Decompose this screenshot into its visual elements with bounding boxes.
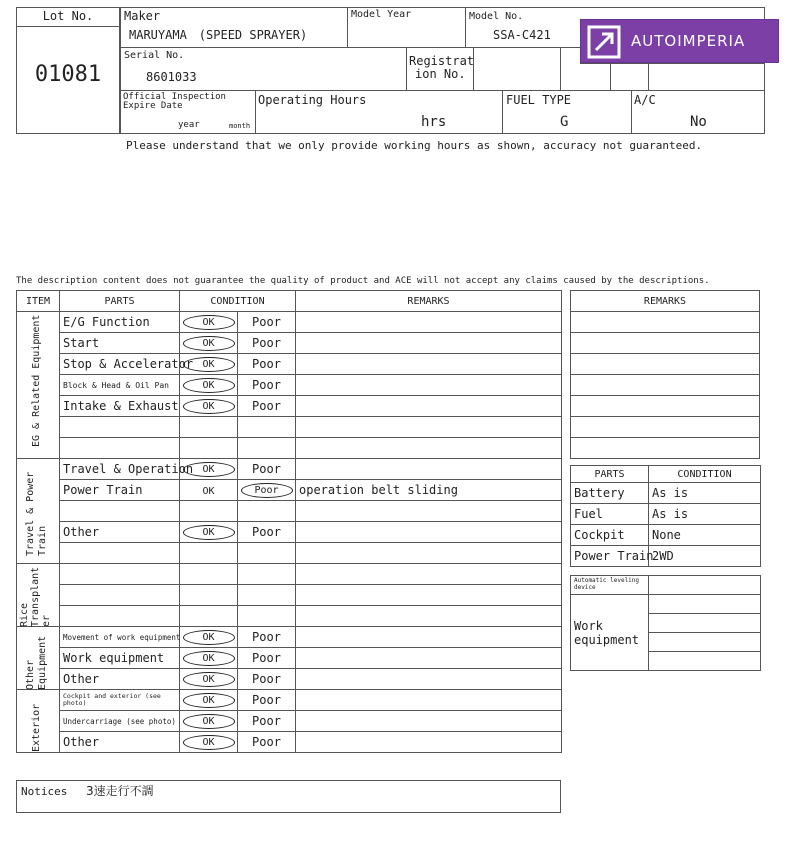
- part-movement: Movement of work equipment: [60, 627, 180, 648]
- col-parts: PARTS: [60, 291, 180, 312]
- part-travel-operation: Travel & Operation: [60, 459, 180, 480]
- ok-selected: OK: [183, 672, 235, 687]
- table-row: [17, 690, 562, 711]
- notices-label: Notices: [21, 785, 68, 798]
- work-equipment-table: [570, 575, 761, 671]
- table-row: [17, 669, 562, 690]
- ok-selected: OK: [183, 336, 235, 351]
- table-row: [17, 354, 562, 375]
- part-intake-exhaust: Intake & Exhaust: [60, 396, 180, 417]
- part-block-head: Block & Head & Oil Pan: [60, 375, 180, 396]
- ok-selected: OK: [183, 714, 235, 729]
- part-exterior-other: Other: [60, 732, 180, 753]
- logo-text: AUTOIMPERIA: [631, 32, 746, 50]
- poor-option: Poor: [238, 459, 296, 480]
- part-power-train-right: Power Train: [571, 546, 649, 567]
- table-row: [571, 483, 761, 504]
- ok-selected: OK: [183, 651, 235, 666]
- table-row: [17, 606, 562, 627]
- poor-option: Poor: [238, 711, 296, 732]
- power-train-remark: operation belt sliding: [296, 480, 562, 501]
- part-work-equipment: Work equipment: [60, 648, 180, 669]
- group-label-rice-2: Transplant: [30, 566, 41, 627]
- table-header-row: [17, 291, 562, 312]
- right-col-condition: CONDITION: [649, 466, 761, 483]
- group-label-other-1: Other: [25, 659, 36, 690]
- hours-unit: hrs: [421, 114, 447, 130]
- poor-option: Poor: [238, 354, 296, 375]
- table-row: [17, 522, 562, 543]
- table-row: [17, 396, 562, 417]
- registration-label-2: ion No.: [415, 67, 466, 81]
- part-stop-accelerator: Stop & Accelerator: [60, 354, 180, 375]
- ok-selected: OK: [183, 399, 235, 414]
- group-label-eg: EG & Related Equipment: [31, 314, 42, 447]
- lot-label: Lot No.: [42, 9, 94, 23]
- part-cockpit-exterior: Cockpit and exterior (see photo): [60, 690, 180, 711]
- condition-battery: As is: [649, 483, 761, 504]
- table-row: [17, 459, 562, 480]
- poor-option: Poor: [238, 627, 296, 648]
- table-row: [17, 564, 562, 585]
- part-undercarriage: Undercarriage (see photo): [60, 711, 180, 732]
- table-row: [17, 732, 562, 753]
- inspection-label-1: Official Inspection: [123, 92, 226, 102]
- auto-leveling-label: Automatic leveling device: [571, 576, 649, 595]
- poor-option: Poor: [238, 669, 296, 690]
- table-row: [571, 546, 761, 567]
- table-row: [17, 711, 562, 732]
- disclaimer: The description content does not guarantee the quality of product and ACE will not accept any claims caused by the descriptions.: [16, 276, 710, 286]
- ac-value: No: [690, 114, 707, 130]
- part-fuel: Fuel: [571, 504, 649, 525]
- group-label-travel-2: Train: [37, 525, 48, 556]
- group-label-rice-3: er: [41, 614, 52, 627]
- poor-option: Poor: [238, 333, 296, 354]
- ac-label: A/C: [634, 93, 656, 107]
- table-row: [17, 438, 562, 459]
- table-row: [17, 375, 562, 396]
- part-equipment-other: Other: [60, 669, 180, 690]
- poor-option: Poor: [238, 375, 296, 396]
- poor-option: Poor: [238, 648, 296, 669]
- group-label-exterior: Exterior: [31, 703, 42, 752]
- right-col-parts: PARTS: [571, 466, 649, 483]
- col-item: ITEM: [17, 291, 60, 312]
- right-remarks-table: [570, 290, 760, 459]
- year-label: year: [178, 120, 200, 130]
- poor-option: Poor: [238, 732, 296, 753]
- ok-selected: OK: [183, 693, 235, 708]
- col-condition: CONDITION: [180, 291, 296, 312]
- poor-option: Poor: [238, 522, 296, 543]
- ok-selected: OK: [183, 735, 235, 750]
- logo-mark-icon: [586, 24, 622, 60]
- condition-power-train: 2WD: [649, 546, 761, 567]
- poor-selected: Poor: [241, 483, 293, 498]
- table-row: [17, 333, 562, 354]
- condition-cockpit: None: [649, 525, 761, 546]
- part-travel-other: Other: [60, 522, 180, 543]
- table-row: [17, 501, 562, 522]
- inspection-label-2: Expire Date: [123, 101, 183, 111]
- part-power-train: Power Train: [60, 480, 180, 501]
- ok-selected: OK: [183, 378, 235, 393]
- work-equipment-label-2: equipment: [574, 632, 640, 647]
- ok-selected: OK: [183, 630, 235, 645]
- part-cockpit: Cockpit: [571, 525, 649, 546]
- right-parts-table: [570, 465, 761, 567]
- ok-selected: OK: [183, 315, 235, 330]
- condition-table: [16, 290, 562, 753]
- poor-option: Poor: [238, 690, 296, 711]
- table-row: [571, 504, 761, 525]
- notices-value: 3速走行不調: [86, 784, 154, 798]
- group-label-other-2: Equipment: [37, 635, 48, 690]
- group-label-rice-1: Rice: [19, 602, 30, 627]
- col-remarks: REMARKS: [296, 291, 562, 312]
- ok-selected: OK: [183, 525, 235, 540]
- autoimperia-logo: [580, 19, 779, 63]
- serial-value: 8601033: [146, 70, 197, 84]
- maker-value: MARUYAMA (SPEED SPRAYER): [129, 28, 308, 42]
- operating-hours-label: Operating Hours: [258, 93, 367, 107]
- fuel-type-value: G: [560, 114, 569, 130]
- model-year-label: Model Year: [351, 9, 412, 20]
- work-equipment-label-1: Work: [574, 618, 603, 633]
- ok-option: OK: [202, 486, 215, 497]
- model-no-label: Model No.: [469, 11, 524, 22]
- ok-selected: OK: [183, 462, 235, 477]
- table-row: [17, 543, 562, 564]
- table-row: [17, 585, 562, 606]
- serial-label: Serial No.: [124, 50, 185, 61]
- table-row: [17, 312, 562, 333]
- table-row: [571, 525, 761, 546]
- model-no-value: SSA-C421: [493, 28, 551, 42]
- lot-number: 01081: [34, 62, 102, 87]
- condition-fuel: As is: [649, 504, 761, 525]
- table-row: [17, 417, 562, 438]
- registration-label-1: Registrat: [409, 54, 475, 68]
- right-remarks-header: REMARKS: [571, 291, 760, 312]
- group-label-travel-1: Travel & Power: [25, 471, 36, 556]
- table-row: [17, 627, 562, 648]
- part-start: Start: [60, 333, 180, 354]
- poor-option: Poor: [238, 312, 296, 333]
- hours-note: Please understand that we only provide working hours as shown, accuracy not guaranteed.: [126, 139, 703, 152]
- maker-label: Maker: [124, 9, 161, 23]
- ok-selected: OK: [183, 357, 235, 372]
- poor-option: Poor: [238, 396, 296, 417]
- table-row: [17, 480, 562, 501]
- month-label: month: [229, 122, 251, 130]
- table-row: [17, 648, 562, 669]
- fuel-type-label: FUEL TYPE: [506, 93, 572, 107]
- part-battery: Battery: [571, 483, 649, 504]
- part-eg-function: E/G Function: [60, 312, 180, 333]
